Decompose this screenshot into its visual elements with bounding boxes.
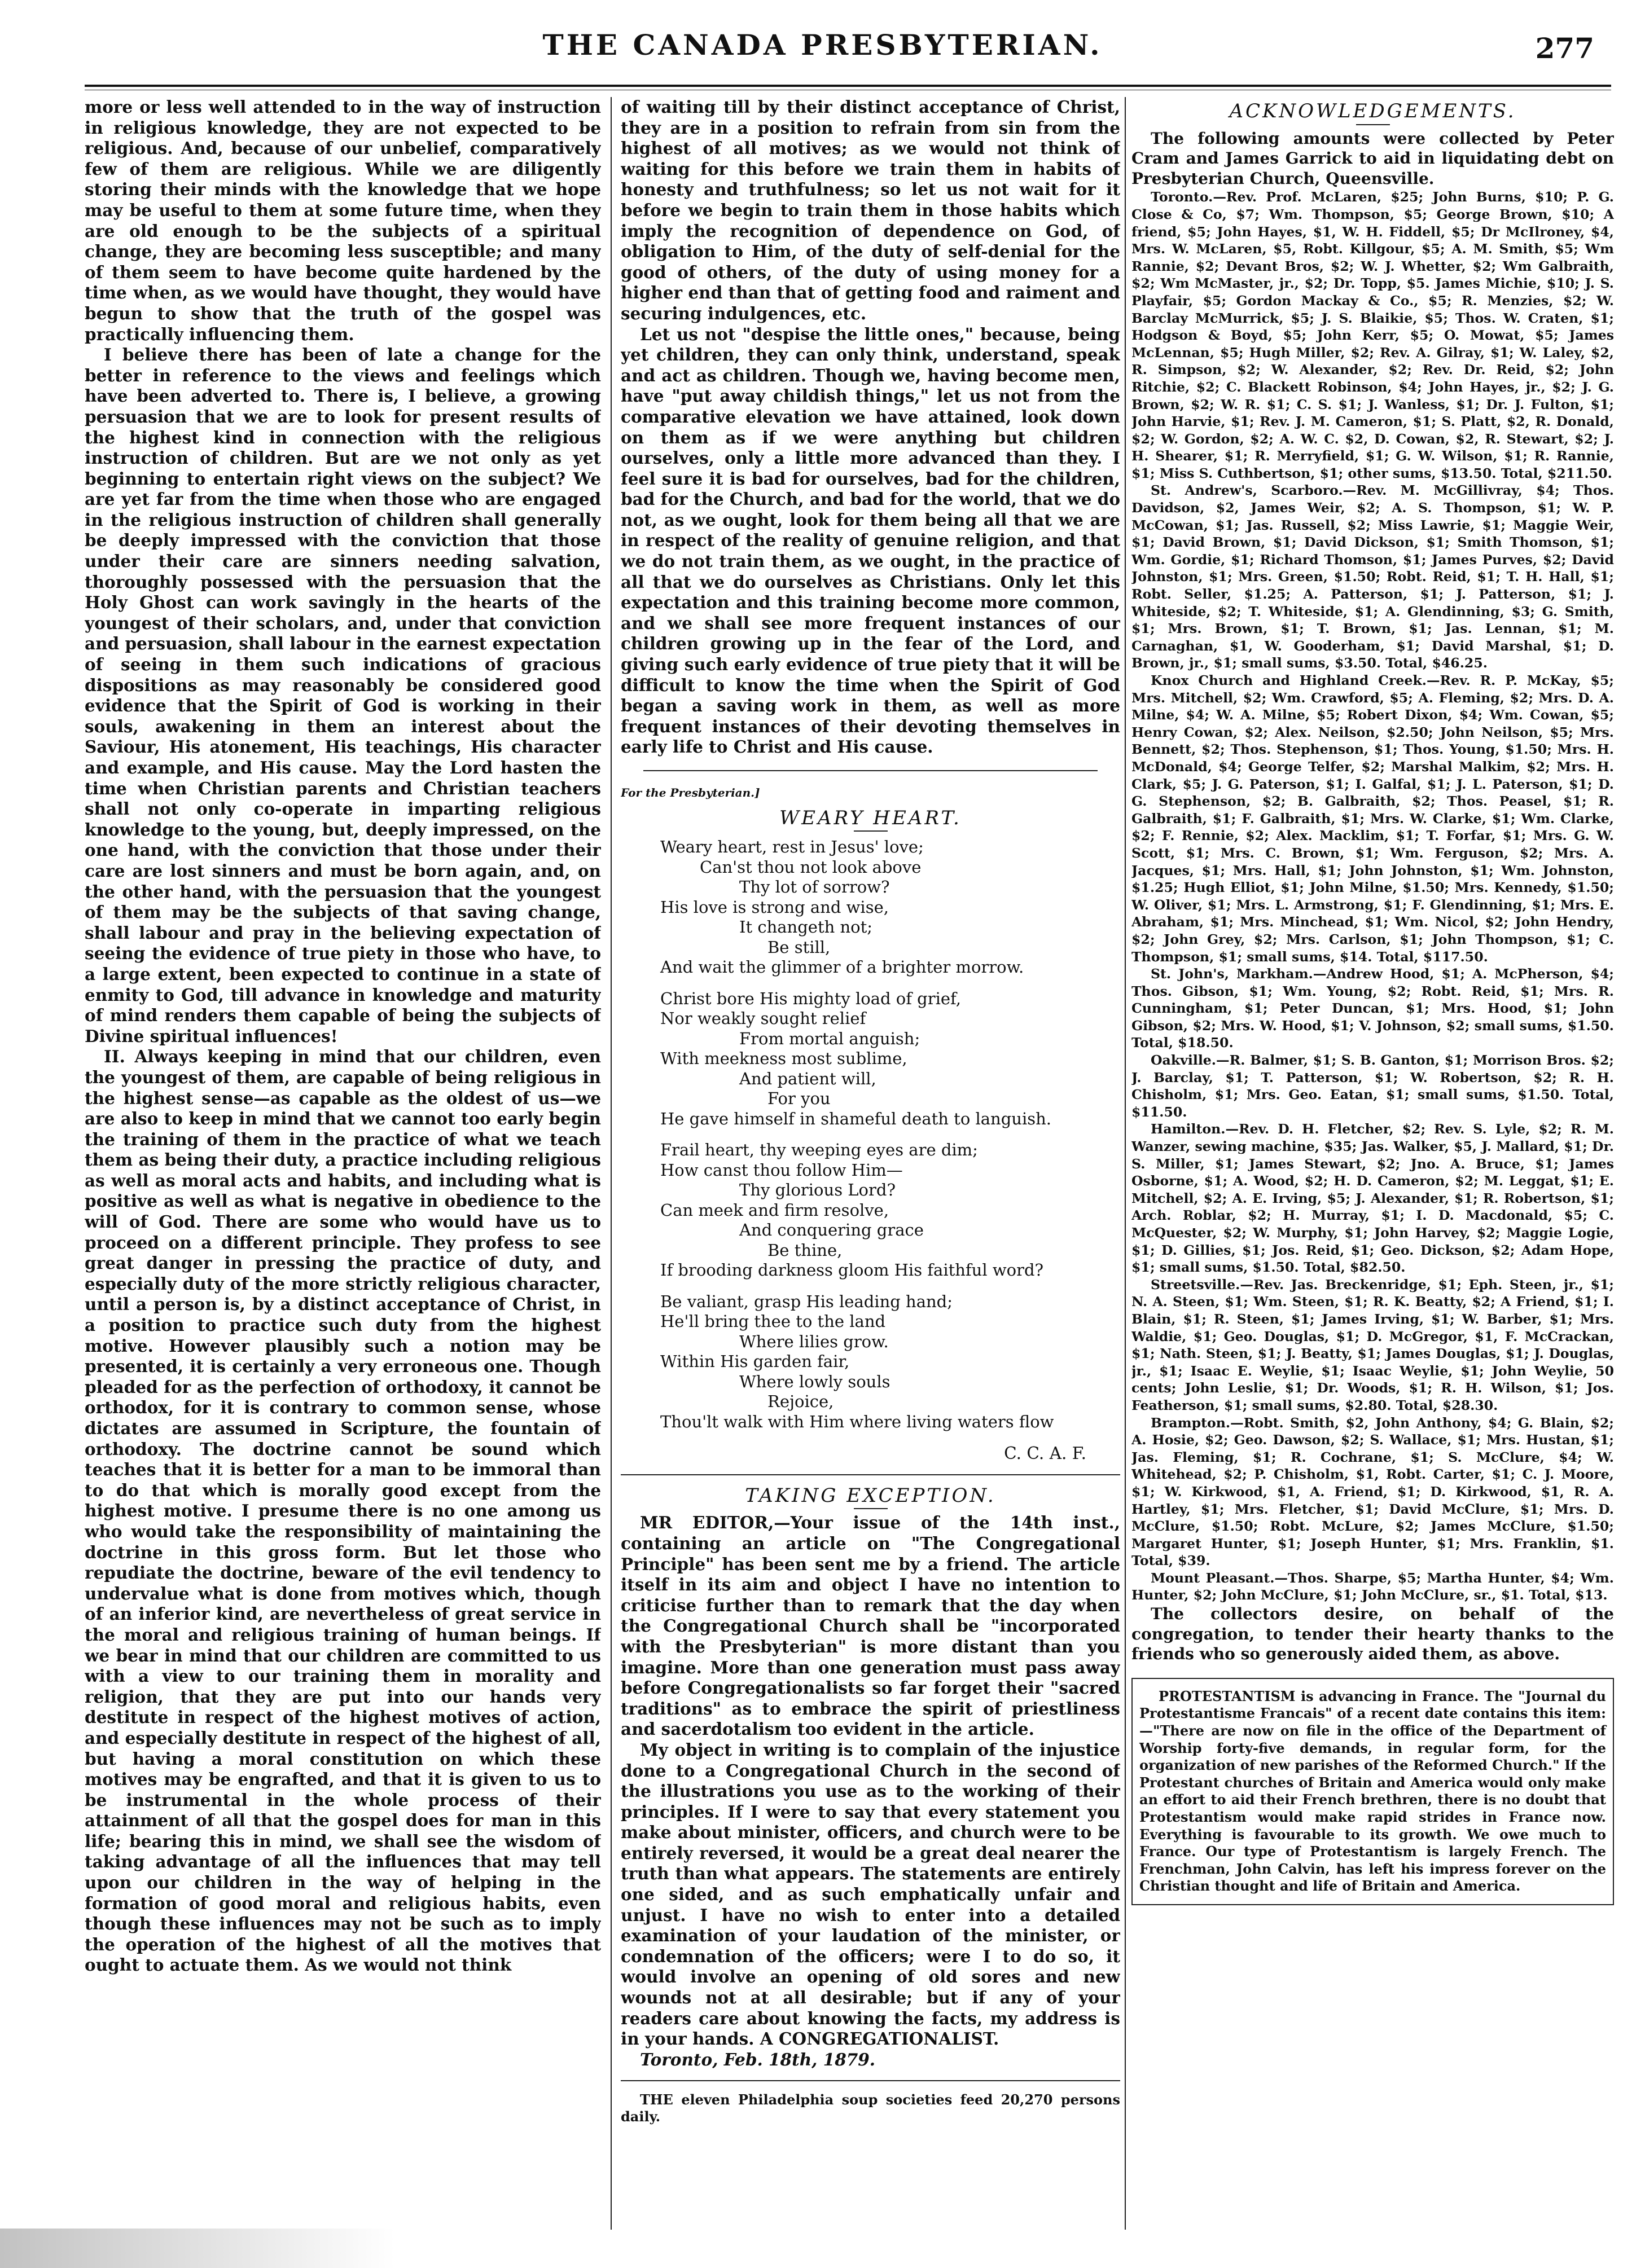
acknowledgements-closing: The collectors desire, on behalf of the congregation, to tender their hearty thanks to the friends who so generously aided them, as above. <box>1131 1605 1614 1664</box>
poem-line: Can'st thou not look above <box>700 857 922 877</box>
poem-line: He gave himself in shameful death to languish. <box>660 1109 1052 1128</box>
poem-stanza <box>660 989 1120 1129</box>
poem-stanza <box>660 837 1120 978</box>
donation-entry: Hamilton.—Rev. D. H. Fletcher, $2; Rev. S. Lyle, $2; R. M. Wanzer, sewing machine, $35; Jas. Walker, $5, J. Mallard, $1; Dr. S. Miller, $1; James Stewart, $2; Jno. A. Bruce, $1; James Osborne, $1; A. Wood, $2; H. D. Cameron, $2; M. Leggat, $1; E. Mitchell, $2; A. E. Irving, $5; J. Alexander, $1; R. Robertson, $1; Arch. Roblar, $2; H. Murray, $1; I. D. Macdonald, $5; C. McQuester, $2; W. Murphy, $1; John Harvey, $2; Maggie Logie, $1; D. Gillies, $1; Jos. Reid, $1; Geo. Dickson, $2; Adam Hope, $1; small sums, $1.50. Total, $82.50. <box>1131 1121 1614 1276</box>
poem-signature: C. C. A. F. <box>1004 1444 1086 1463</box>
poem-line: From mortal anguish; <box>739 1028 920 1048</box>
column-1 <box>85 97 601 2235</box>
poem-line: How canst thou follow Him— <box>660 1160 903 1180</box>
poem-line: Frail heart, thy weeping eyes are dim; <box>660 1140 978 1160</box>
donation-entry: Knox Church and Highland Creek.—Rev. R. P. McKay, $5; Mrs. Mitchell, $2; Wm. Crawford, $5; A. Fleming, $2; Mrs. D. A. Milne, $4; W. A. Milne, $5; Robert Dixon, $4; Wm. Cowan, $5; Henry Cowan, $2; Alex. Neilson, $2.50; John Neilson, $5; Mrs. Bennett, $2; Thos. Stephenson, $1; Thos. Young, $1.50; Mrs. H. McDonald, $4; George Telfer, $2; Marshal Malkim, $2; Mrs. H. Clark, $5; J. G. Paterson, $1; I. Galfal, $1; J. L. Paterson, $1; D. G. Stephenson, $2; B. Galbraith, $2; Thos. Peasel, $1; R. Galbraith, $1; F. Galbraith, $1; Mrs. W. Clarke, $1; Wm. Clarke, $2; F. Rennie, $2; Alex. Macklim, $1; T. Forfar, $1; Mrs. G. W. Scott, $1; Mrs. C. Brown, $1; Wm. Ferguson, $2; Mrs. A. Jacques, $1; Mrs. Hall, $1; John Johnston, $1; Wm. Johnston, $1.25; Hugh Elliot, $1; John Milne, $1.50; Mrs. Kennedy, $1.50; W. Oliver, $1; Mrs. L. Armstrong, $1; F. Glendinning, $1; Mrs. E. Abraham, $1; Mrs. Minchead, $1; Wm. Nicol, $2; John Hendry, $2; John Grey, $2; Mrs. Carlson, $1; John Thompson, $1; C. Thompson, $1; small sums, $14. Total, $117.50. <box>1131 673 1614 965</box>
header-rule <box>85 85 1611 87</box>
article-paragraph: I believe there has been of late a change for the better in reference to the views and feelings which have been adverted to. There is, I believe, a growing persuasion that we are to look for present results of the highest kind in connection with the religious instruction of children. But are we not only as yet beginning to entertain right views on the subject? We are yet far from the time when those who are engaged in the religious instruction of children shall generally be deeply impressed with the conviction that those under their care are sinners needing salvation, thoroughly possessed with the persuasion that the Holy Ghost can work savingly in the hearts of the youngest of their scholars, and, under that conviction and persuasion, shall labour in the earnest expectation of seeing in them such indications of gracious dispositions as may reasonably be considered good evidence that the Spirit of God is working in their souls, awakening in them an interest about the Saviour, His atonement, His teachings, His character and example, and His cause. May the Lord hasten the time when Christian parents and Christian teachers shall not only co-operate in imparting religious knowledge to the young, but, deeply impressed, on the one hand, with the conviction that those under their care are lost sinners and must be born again, and, on the other hand, with the persuasion that the youngest of them may be the subjects of that saving change, shall labour and pray in the believing expectation of seeing the evidence of true piety in those who have, to a large extent, been expected to continue in a state of enmity to God, till advance in knowledge and maturity of mind renders them capable of being the subjects of Divine spiritual influences! <box>85 345 601 1046</box>
title-rule <box>854 830 888 832</box>
column-divider <box>1125 97 1126 2230</box>
poem-line: Be still, <box>767 937 831 957</box>
poem <box>660 837 1120 1432</box>
donation-entry: Oakville.—R. Balmer, $1; S. B. Ganton, $1; Morrison Bros. $2; J. Barclay, $1; T. Patterson, $1; W. Robertson, $2; R. H. Chisholm, $1; Mrs. Geo. Eatan, $1; small sums, $1.50. Total, $11.50. <box>1131 1052 1614 1120</box>
donation-entry: St. John's, Markham.—Andrew Hood, $1; A. McPherson, $4; Thos. Gibson, $1; Wm. Young, $2; Robt. Reid, $1; Mrs. R. Cunningham, $1; Peter Duncan, $1; Mrs. Hood, $1; John Gibson, $2; Mrs. W. Hood, $1; V. Johnson, $2; small sums, $1.50. Total, $18.50. <box>1131 966 1614 1051</box>
masthead <box>0 0 1645 90</box>
poem-line: Nor weakly sought relief <box>660 1009 866 1028</box>
acknowledgements-intro: The following amounts were collected by Peter Cram and James Garrick to aid in liquidating debt on Presbyterian Church, Queensville. <box>1131 129 1614 188</box>
poem-line: Christ bore His mighty load of grief, <box>660 988 961 1008</box>
donation-entry: Toronto.—Rev. Prof. McLaren, $25; John Burns, $10; P. G. Close & Co, $7; Wm. Thompson, $5; George Brown, $10; A friend, $5; John Hayes, $1, W. H. Fiddell, $5; Dr McIlroney, $4, Mrs. W. McLaren, $5, Robt. Killgour, $5; A. M. Smith, $5; Wm Rannie, $2; Devant Bros, $2; W. J. Whetter, $2; Wm Galbraith, $2; Wm McMaster, jr., $2; Dr. Topp, $5. James Michie, $10; J. S. Playfair, $5; Gordon Mackay & Co., $5; R. Menzies, $2; W. Barclay McMurrick, $5; J. S. Blaikie, $5; Thos. W. Craten, $1; Hodgson & Boyd, $5; John Kerr, $5; O. Mowat, $5; James McLennan, $5; Hugh Miller, $2; Rev. A. Gilray, $1; W. Laley, $2, R. Simpson, $2; W. Alexander, $2; Rev. Dr. Reid, $2; John Ritchie, $2; C. Blackett Robinson, $4; John Hayes, jr., $2; J. G. Brown, $2; W. R. $1; C. S. $1; J. Wanless, $1; Dr. J. Fulton, $1; John Harvie, $1; Rev. J. M. Cameron, $1; S. Platt, $2, R. Donald, $2; W. Gordon, $2; A. W. C. $2, D. Cowan, $2, R. Stewart, $2; J. H. Shearer, $1; R. Merryfield, $1; G. W. Wilson, $1; R. Rannie, $1; Miss S. Cuthbertson, $1; other sums, $13.50. Total, $211.50. <box>1131 189 1614 481</box>
article-paragraph: II. Always keeping in mind that our children, even the youngest of them, are capable of being religious in the highest sense—as capable as the oldest of us—we are also to keep in mind that we cannot too early begin the training of them in the practice of what we teach them as being their duty, a practice including religious as well as moral acts and habits, and including what is positive as well as what is negative in obedience to the will of God. There are some who would have us to proceed on a different principle. They profess to see great danger in pressing the practice of duty, and especially duty of the more strictly religious character, until a person is, by a distinct acceptance of Christ, in a position to practice such duty from the highest motive. However plausibly such a notion may be presented, it is certainly a very erroneous one. Though pleaded for as the perfection of orthodoxy, it cannot be orthodox, for it is contrary to common sense, whose dictates are assumed in Scripture, the fountain of orthodoxy. The doctrine cannot be sound which teaches that it is better for a man to be immoral than to do that which is morally good except from the highest motive. I presume there is no one among us who would take the responsibility of maintaining the doctrine in this gross form. But let those who repudiate the doctrine, beware of the evil tendency to undervalue what is done from motives which, though of an inferior kind, are nevertheless of great service in the moral and religious training of human beings. If we bear in mind that our children are committed to us with a view to our training them in morality and religion, that they are put into our hands very destitute in respect of the highest motives of action, and especially destitute in respect of the highest of all, but having a moral constitution on which these motives may be engrafted, and that it is given to us to be instrumental in the whole process of their attainment of all that the gospel does for man in this life; bearing this in mind, we shall see the wisdom of taking advantage of all the influences that may tell upon our children in the way of helping in the formation of good moral and religious habits, even though these influences may not be such as to imply the operation of the highest of all the motives that ought to actuate them. As we would not think <box>85 1047 601 1975</box>
box-text: PROTESTANTISM is advancing in France. The "Journal du Protestantisme Francais" of a recent date contains this item:—"There are now on file in the office of the Department of Worship forty-five demands, in regular form, for the organization of new parishes of the Reformed Church." If the Protestant churches of Britain and America would only make an effort to aid their French brethren, there is no doubt that Protestantism would make rapid strides in France now. Everything is favourable to its growth. We owe much to France. Our type of Protestantism is largely French. The Frenchman, John Calvin, has left his impress forever on the Christian thought and life of Britain and America. <box>1139 1687 1606 1895</box>
poem-line: Thy glorious Lord? <box>739 1180 896 1200</box>
letter-paragraph: MR EDITOR,—Your issue of the 14th inst., containing an article on "The Congregational Principle" has been sent me by a friend. The article itself in its aim and object I have no intention to criticise further than to remark that the day when the Congregational Church shall be "incorporated with the Presbyterian" is more distant than you imagine. More than one generation must pass away before Congregationalists so far forget their "sacred traditions" as to embrace the spirit of priestliness and sacerdotalism too evident in the article. <box>621 1513 1120 1739</box>
column-2 <box>621 97 1120 2235</box>
letter-dateline: Toronto, Feb. 18th, 1879. <box>640 2049 876 2069</box>
poem-title: WEARY HEART. <box>779 806 962 829</box>
poem-line: Be valiant, grasp His leading hand; <box>660 1291 953 1311</box>
page-number: 277 <box>1535 32 1594 65</box>
poem-stanza <box>660 1292 1120 1432</box>
poem-line: Rejoice, <box>767 1392 834 1412</box>
poem-line: Where lowly souls <box>739 1372 891 1391</box>
article-paragraph: Let us not "despise the little ones," because, being yet children, they can only think, understand, speak and act as children. Though we, having become men, have "put away childish things," let us not from the comparative elevation we have attained, look down on them as if we were anything but children ourselves, only a little more advanced than they. I feel sure it is bad for ourselves, bad for the children, bad for the Church, and bad for the world, that we do not, as we ought, look for them being all that we are in respect of the reality of genuine religion, and that we do not train them, as we ought, in the practice of all that we do ourselves as Christians. Only let this expectation and this training become more common, and we shall see more frequent instances of our children growing up in the fear of the Lord, and giving such early evidence of true piety that it will be difficult to know the time when the Spirit of God began a saving work in them, as well as more frequent instances of their devoting themselves in early life to Christ and His cause. <box>621 324 1120 757</box>
protestantism-box <box>1131 1678 1614 1905</box>
newspaper-title: THE CANADA PRESBYTERIAN. <box>542 28 1103 61</box>
poem-line: Thy lot of sorrow? <box>739 877 890 897</box>
section-divider <box>643 770 1098 771</box>
poem-line: And patient will, <box>739 1069 876 1088</box>
poem-line: He'll bring thee to the land <box>660 1312 886 1331</box>
poem-line: And wait the glimmer of a brighter morrow. <box>660 957 1024 977</box>
donation-entry: St. Andrew's, Scarboro.—Rev. M. McGillivray, $4; Thos. Davidson, $2, James Weir, $2; A. S. Thompson, $1; W. P. McCowan, $1; Jas. Russell, $2; Miss Lawrie, $1; Maggie Weir, $1; David Brown, $1; David Dickson, $1; Smith Thomson, $1; Wm. Gordie, $1; Richard Thomson, $1; James Purves, $2; David Johnston, $1; Mrs. Green, $1.50; Robt. Reid, $1; T. H. Hall, $1; Robt. Seller, $1.25; A. Patterson, $1; J. Patterson, $1; J. Whiteside, $2; T. Whiteside, $1; A. Glendinning, $3; G. Smith, $1; Mrs. Brown, $1; T. Brown, $1; Jas. Lennan, $1; M. Carnaghan, $1, W. Gooderham, $1; David Marshal, $1; D. Brown, jr., $1; small sums, $3.50. Total, $46.25. <box>1131 482 1614 671</box>
poem-line: His love is strong and wise, <box>660 897 889 917</box>
poem-line: If brooding darkness gloom His faithful word? <box>660 1260 1044 1280</box>
poem-line: It changeth not; <box>739 917 873 937</box>
poem-line: For you <box>767 1089 831 1109</box>
donation-list <box>1131 188 1614 1604</box>
title-rule <box>854 1508 888 1509</box>
poem-line: And conquering grace <box>739 1220 924 1240</box>
poem-line: Weary heart, rest in Jesus' love; <box>660 837 924 857</box>
column-3 <box>1131 97 1614 2235</box>
news-item: THE eleven Philadelphia soup societies feed 20,270 persons daily. <box>621 2091 1120 2125</box>
article-paragraph: of waiting till by their distinct acceptance of Christ, they are in a position to refrain from sin from the highest of all motives; as we would not think of waiting for this before we train them in habits of honesty and truthfulness; so let us not wait for it before we begin to train them in those habits which imply the recognition of dependence on God, of obligation to Him, of the duty of self-denial for the good of others, of the duty of using money for a higher end than that of getting food and raiment and securing indulgences, etc. <box>621 97 1120 323</box>
poem-line: Can meek and firm resolve, <box>660 1200 889 1220</box>
acknowledgements-title: ACKNOWLEDGEMENTS. <box>1229 100 1516 122</box>
poem-line: With meekness most sublime, <box>660 1049 907 1069</box>
donation-entry: Mount Pleasant.—Thos. Sharpe, $5; Martha Hunter, $4; Wm. Hunter, $2; John McClure, $1; John McClure, sr., $1. Total, $13. <box>1131 1570 1614 1603</box>
scan-artifact <box>0 2229 395 2268</box>
section-divider <box>621 1474 1120 1475</box>
donation-entry: Streetsville.—Rev. Jas. Breckenridge, $1; Eph. Steen, jr., $1; N. A. Steen, $1; Wm. Steen, $1; R. K. Beatty, $2; A Friend, $1; I. Blain, $1; R. Steen, $1; James Irving, $1; W. Barber, $1; Mrs. Waldie, $1; Geo. Douglas, $1; D. McGregor, $1, F. McCrackan, $1; Nath. Steen, $1; J. Beatty, $1; James Douglas, $1; J. Douglas, jr., $1; Isaac E. Weylie, $1; Isaac Weylie, $1; John Weylie, 50 cents; John Leslie, $1; Dr. Woods, $1; R. H. Wilson, $1; Jos. Featherson, $1; small sums, $2.80. Total, $28.30. <box>1131 1276 1614 1413</box>
poem-line: Thou'lt walk with Him where living waters flow <box>660 1412 1054 1431</box>
poem-stanza <box>660 1140 1120 1281</box>
article-paragraph: more or less well attended to in the way of instruction in religious knowledge, they are not expected to be religious. And, because of our unbelief, comparatively few of them are religious. While we are diligently storing their minds with the knowledge that we hope may be useful to them at some future time, when they are old enough to be the subjects of a spiritual change, they are becoming less susceptible; and many of them seem to have become quite hardened by the time when, as we would have thought, they would have begun to show that the truth of the gospel was practically influencing them. <box>85 97 601 344</box>
poem-source-line: For the Presbyterian.] <box>621 786 760 799</box>
column-divider <box>611 97 612 2230</box>
title-rule <box>1356 124 1390 125</box>
letter-paragraph: My object in writing is to complain of the injustice done to a Congregational Church in the second of the illustrations you use as to the working of their principles. If I were to say that every statement you make about minister, officers, and church were to be entirely reversed, it would be a great deal nearer the truth than what appears. The statements are entirely one sided, and as such emphatically unfair and unjust. I have no wish to enter into a detailed examination of your laudation of the minister, or condemnation of the officers; were I to do so, it would involve an opening of old sores and new wounds not at all desirable; but if any of your readers care about knowing the facts, my address is in your hands. A CONGREGATIONALIST. <box>621 1739 1120 2049</box>
letter-title: TAKING EXCEPTION. <box>745 1484 996 1507</box>
section-divider <box>621 2080 1120 2081</box>
poem-line: Be thine, <box>767 1240 843 1260</box>
donation-entry: Brampton.—Robt. Smith, $2, John Anthony, $4; G. Blain, $2; A. Hosie, $2; Geo. Dawson, $2; S. Wallace, $1; Mrs. Hustan, $1; Jas. Fleming, $1; R. Cochrane, $1; S. McClure, $4; W. Whitehead, $2; P. Chisholm, $1, Robt. Carter, $1; C. J. Moore, $1; W. Kirkwood, $1, A. Friend, $1; D. Kirkwood, $1, R. A. Hartley, $1; Mrs. Fletcher, $1; David McClure, $1; Mrs. D. McClure, $1.50; Robt. McLure, $2; James McClure, $1.50; Margaret Hunter, $1; Joseph Hunter, $1; Mrs. Franklin, $1. Total, $39. <box>1131 1414 1614 1569</box>
poem-line: Within His garden fair, <box>660 1352 850 1372</box>
poem-line: Where lilies grow. <box>739 1331 889 1351</box>
